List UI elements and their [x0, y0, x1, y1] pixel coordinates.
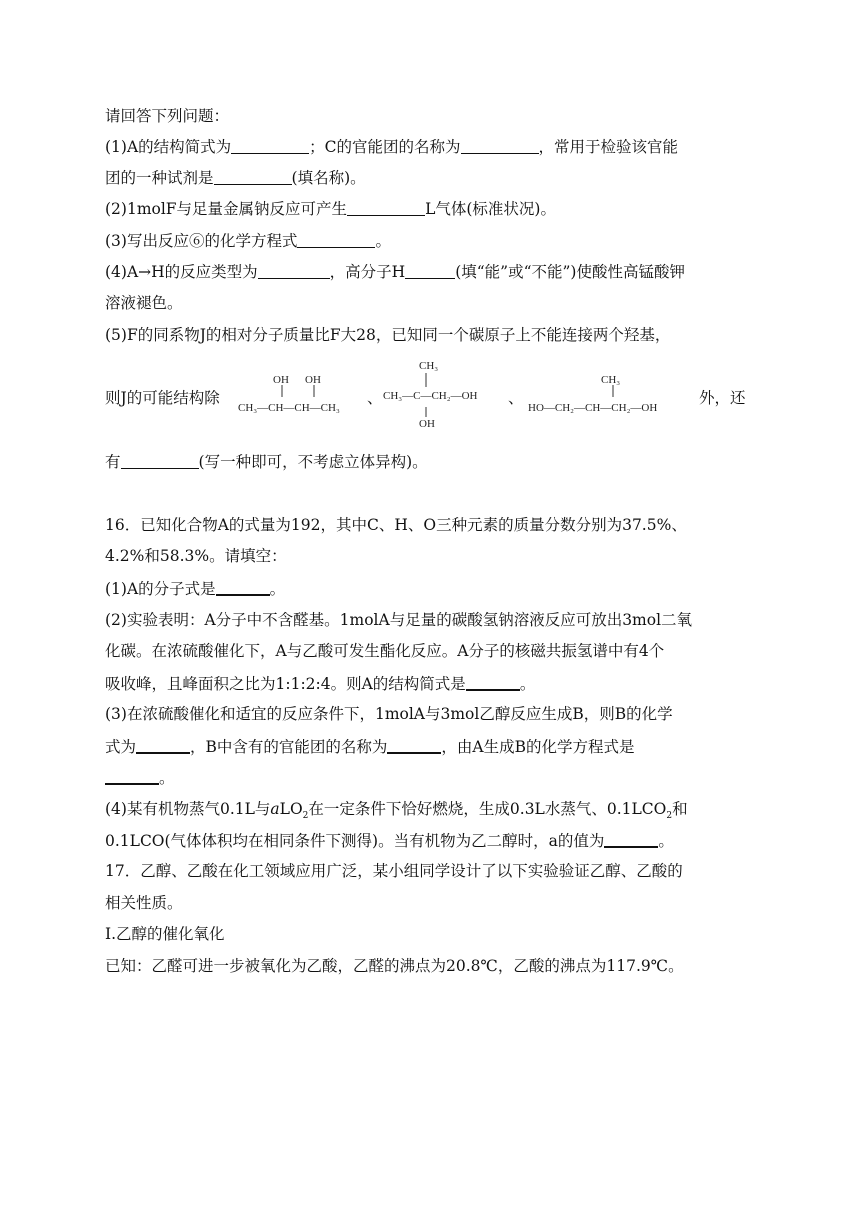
text: 。: [658, 832, 674, 850]
answer-blank[interactable]: [121, 452, 199, 469]
q16-part3-line2: [105, 736, 635, 757]
q16-line2: 4.2%和58.3%。请填空：: [105, 547, 287, 565]
text: ；C的官能团的名称为: [309, 138, 461, 156]
q15-part2: [105, 199, 556, 219]
text: ，由A生成B的化学方程式是: [441, 738, 635, 756]
text: (填名称)。: [291, 169, 366, 187]
q17-line1: 17．乙醇、乙酸在化工领域应用广泛，某小组同学设计了以下实验验证乙醇、乙酸的: [105, 862, 683, 880]
text: 和: [672, 800, 688, 818]
text: 在一定条件下恰好燃烧，生成0.3L水蒸气、0.1LCO: [308, 800, 667, 818]
q15-intro: 请回答下列问题：: [105, 107, 230, 125]
structure-1-oh-right: OH: [305, 374, 321, 386]
text: 团的一种试剂是: [105, 169, 214, 187]
structure-1-chain: CH₃—CH—CH—CH₃: [238, 402, 340, 414]
answer-blank[interactable]: [136, 736, 190, 754]
q17-note: 已知：乙醛可进一步被氧化为乙酸，乙醛的沸点为20.8℃，乙酸的沸点为117.9℃。: [105, 957, 684, 975]
structure-2-chain: CH₃—C—CH₂—OH: [383, 390, 478, 402]
answer-blank[interactable]: [387, 736, 441, 754]
answer-blank[interactable]: [347, 199, 425, 216]
text: 。: [269, 580, 286, 598]
q16-part2-line1: (2)实验表明：A分子中不含醛基。1molA与足量的碳酸氢钠溶液反应可放出3mol二氧: [105, 611, 693, 629]
q15-part5-tail: 外，还: [699, 389, 746, 407]
answer-blank[interactable]: [105, 767, 159, 785]
separator: 、: [508, 389, 524, 407]
answer-blank[interactable]: [405, 262, 455, 279]
answer-blank[interactable]: [297, 231, 375, 248]
variable-a: a: [270, 800, 280, 818]
answer-blank[interactable]: [216, 578, 270, 596]
subscript: 2: [302, 811, 309, 822]
answer-blank[interactable]: [461, 137, 539, 154]
q16-part4-line1: [105, 799, 688, 826]
text: 。: [519, 675, 536, 693]
text: (3)写出反应⑥的化学方程式: [105, 232, 298, 250]
q15-part1-line2: [105, 168, 366, 188]
text: 0.1LCO(气体体积均在相同条件下测得)。当有机物为乙二醇时，a的值为: [105, 832, 605, 850]
answer-blank[interactable]: [258, 262, 330, 279]
structure-2-bottom: OH: [419, 418, 435, 430]
q15-part5-line3: [105, 452, 428, 472]
q15-part5-line1: (5)F的同系物J的相对分子质量比F大28，已知同一个碳原子上不能连接两个羟基，: [105, 326, 671, 344]
text: ，高分子H: [329, 263, 406, 281]
text: ，常用于检验该官能: [538, 138, 679, 156]
q16-part2-line3: [105, 673, 535, 694]
text: 有: [105, 453, 121, 471]
q16-part4-line2: [105, 830, 674, 851]
text: 。: [375, 232, 391, 250]
q16-part3-line3: [105, 767, 175, 788]
q15-part4-line2: 溶液褪色。: [105, 294, 183, 312]
q15-part3: [105, 231, 391, 251]
q15-part4-line1: [105, 262, 685, 282]
q16-part1: [105, 578, 285, 599]
text: 。: [159, 769, 175, 787]
structure-3-top: CH₃: [601, 374, 621, 386]
q16-part2-line2: 化碳。在浓硫酸催化下，A与乙酸可发生酯化反应。A分子的核磁共振氢谱中有4个: [105, 642, 665, 660]
text: (1)A的结构简式为: [105, 138, 232, 156]
structure-2-top: CH₃: [419, 360, 439, 372]
answer-blank[interactable]: [214, 168, 292, 185]
text: 式为: [105, 738, 137, 756]
q17-section-title: I.乙醇的催化氧化: [105, 925, 225, 943]
answer-blank[interactable]: [466, 673, 520, 691]
q17-line2: 相关性质。: [105, 894, 183, 912]
structure-1-oh-left: OH: [273, 374, 289, 386]
text: (4)A→H的反应类型为: [105, 263, 258, 281]
text: (1)A的分子式是: [105, 580, 216, 598]
text: 吸收峰，且峰面积之比为1:1:2:4。则A的结构简式是: [105, 675, 466, 693]
text: L气体(标准状况)。: [425, 200, 556, 218]
text: (填“能”或“不能”)使酸性高锰酸钾: [455, 263, 685, 281]
text: LO: [279, 800, 303, 818]
q15-part5-lead: 则J的可能结构除: [105, 389, 220, 407]
subscript: 2: [666, 811, 673, 822]
text: (2)1molF与足量金属钠反应可产生: [105, 200, 348, 218]
separator: 、: [367, 389, 383, 407]
text: ，B中含有的官能团的名称为: [190, 738, 388, 756]
answer-blank[interactable]: [231, 137, 309, 154]
q15-part1-line1: [105, 137, 678, 157]
structure-3-chain: HO—CH₂—CH—CH₂—OH: [528, 402, 658, 414]
text: (写一种即可，不考虑立体异构)。: [198, 453, 428, 471]
q16-part3-line1: (3)在浓硫酸催化和适宜的反应条件下，1molA与3mol乙醇反应生成B，则B的化学: [105, 705, 673, 723]
text: (4)某有机物蒸气0.1L与: [105, 800, 271, 818]
q16-line1: 16．已知化合物A的式量为192，其中C、H、O三种元素的质量分数分别为37.5%、: [105, 516, 687, 534]
answer-blank[interactable]: [604, 830, 658, 848]
